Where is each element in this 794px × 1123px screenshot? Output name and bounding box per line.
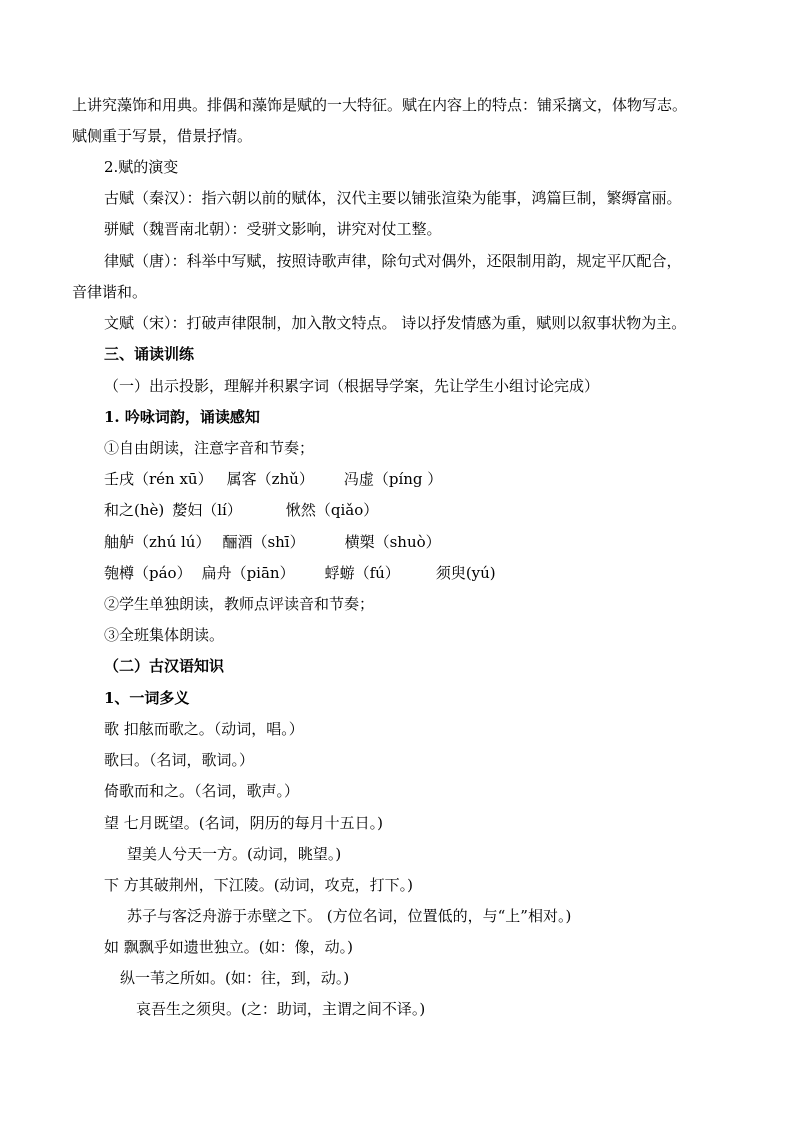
paragraph-pianfu: 骈赋（魏晋南北朝）：受骈文影响，讲究对仗工整。: [104, 220, 442, 238]
subsection-vocabulary: （一）出示投影，理解并积累字词（根据导学案，先让学生小组讨论完成）: [104, 377, 600, 395]
vocab-item: 壬戌（rén xū）: [104, 470, 213, 488]
polysemy-example: 纵一苇之所如。(如：往，到，动。): [120, 969, 350, 987]
polysemy-example: 歌 扣舷而歌之。（动词，唱。）: [104, 720, 304, 738]
vocab-row: [104, 469, 442, 489]
step-2: ②学生单独朗读，教师点评读音和节奏；: [104, 595, 375, 613]
step-3: ③全班集体朗读。: [104, 626, 225, 644]
polysemy-example: 苏子与客泛舟游于赤壁之下。 (方位名词，位置低的，与“上”相对。): [127, 907, 572, 925]
vocab-row: [104, 500, 378, 520]
section-title-recitation: 三、诵读训练: [104, 345, 195, 363]
polysemy-example: 哀吾生之须臾。(之：助词，主谓之间不译。): [136, 1000, 426, 1018]
vocab-item: 冯虚（píng ）: [343, 470, 443, 488]
vocab-item: 舳舻（zhú lú）: [104, 533, 211, 551]
polysemy-example: 如 飘飘乎如遗世独立。(如：像，动。): [104, 938, 353, 956]
vocab-item: 嫠妇（lí）: [172, 501, 242, 519]
subsection-grammar: （二）古汉语知识: [104, 657, 225, 675]
paragraph-1: 上讲究藻饰和用典。排偶和藻饰是赋的一大特征。赋在内容上的特点：铺采摛文，体物写志。: [72, 96, 688, 114]
vocab-item: 横槊（shuò）: [344, 533, 441, 551]
polysemy-example: 望 七月既望。(名词，阴历的每月十五日。): [104, 814, 383, 832]
vocab-item: 蜉蝣（fú）: [324, 564, 400, 582]
subsection-reading: 1. 吟咏词韵，诵读感知: [104, 408, 260, 426]
vocab-row: [104, 532, 441, 552]
vocab-item: 属客（zhǔ）: [226, 470, 314, 488]
vocab-row: [104, 563, 496, 583]
paragraph-2: 赋侧重于写景，借景抒情。: [72, 127, 253, 145]
subsection-polysemy: 1、一词多义: [104, 689, 190, 707]
heading-evolution: 2.赋的演变: [104, 158, 179, 176]
vocab-item: 愀然（qiǎo）: [285, 501, 379, 519]
vocab-item: 酾酒（shī）: [222, 533, 305, 551]
polysemy-example: 倚歌而和之。（名词，歌声。）: [104, 782, 300, 800]
paragraph-gufu: 古赋（秦汉）：指六朝以前的赋体，汉代主要以铺张渲染为能事，鸿篇巨制，繁缛富丽。: [104, 189, 682, 207]
vocab-item: 须臾(yú): [435, 564, 496, 582]
step-1: ①自由朗读，注意字音和节奏；: [104, 439, 315, 457]
paragraph-wenfu: 文赋（宋）：打破声律限制，加入散文特点。 诗以抒发情感为重，赋则以叙事状物为主。: [104, 314, 687, 332]
polysemy-example: 望美人兮天一方。(动词，眺望。): [127, 845, 342, 863]
paragraph-lvfu: 律赋（唐）：科举中写赋，按照诗歌声律，除句式对偶外，还限制用韵，规定平仄配合，: [104, 252, 682, 270]
vocab-item: 匏樽（páo）: [104, 564, 192, 582]
polysemy-example: 歌曰。（名词，歌词。）: [104, 751, 255, 769]
vocab-item: 扁舟（piān）: [201, 564, 295, 582]
vocab-item: 和之(hè): [104, 501, 165, 519]
paragraph-lvfu-cont: 音律谐和。: [72, 283, 148, 301]
polysemy-example: 下 方其破荆州，下江陵。(动词，攻克，打下。): [104, 876, 413, 894]
